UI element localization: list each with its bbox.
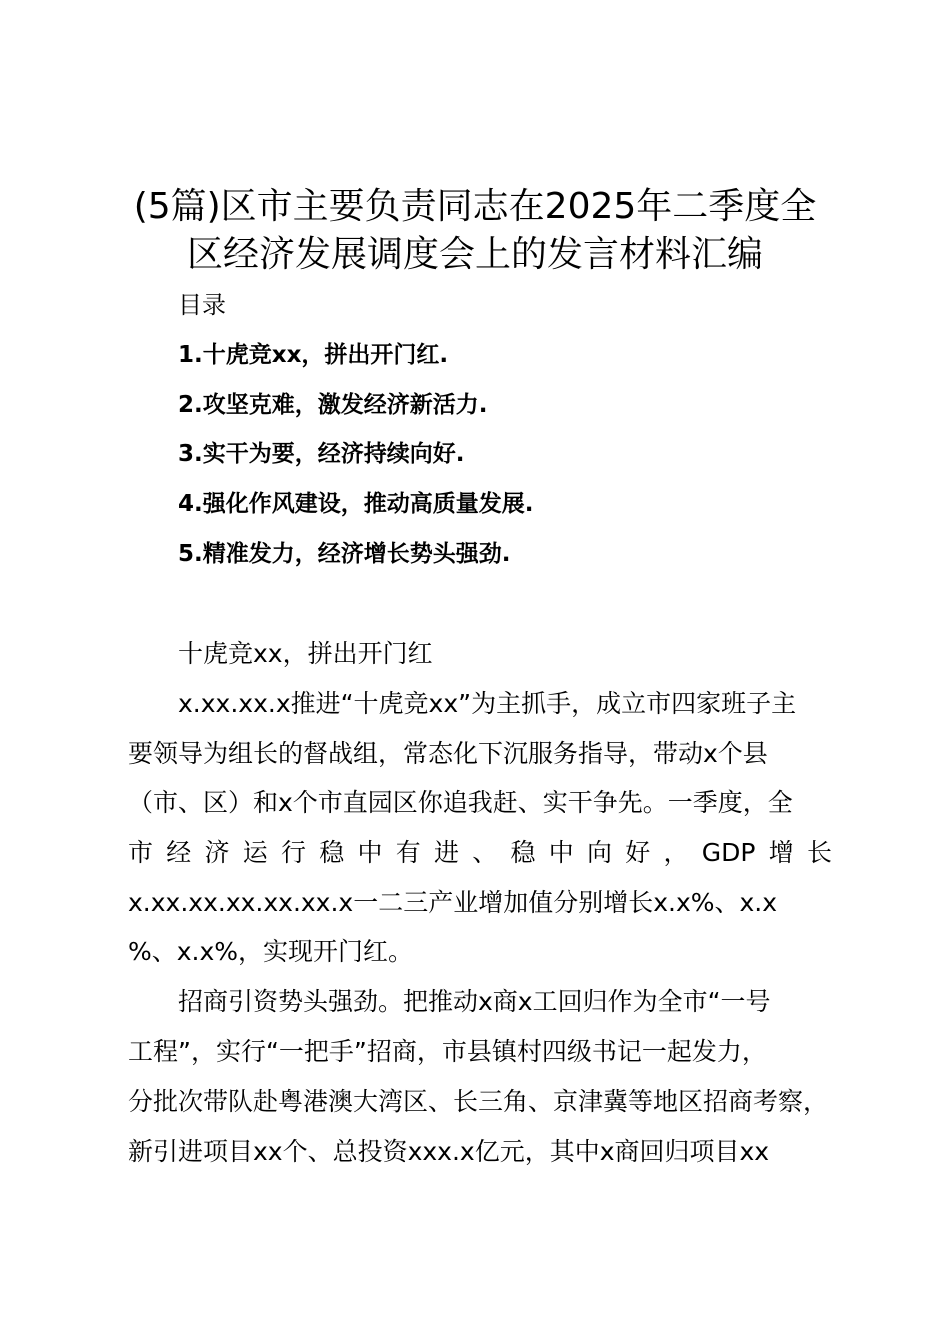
word: 行	[281, 838, 307, 867]
paragraph-2-line-1: 招商引资势头强劲。把推动x商x工回归作为全市“一号	[178, 987, 771, 1016]
paragraph-2-line-3: 分批次带队赴粤港澳大湾区、长三角、京津冀等地区招商考察，	[128, 1087, 829, 1116]
word: 进	[434, 838, 460, 867]
paragraph-1-line-6: %、x.x%，实现开门红。	[128, 937, 414, 966]
paragraph-1-line-5: x.xx.xx.xx.xx.xx.x一二三产业增加值分别增长x.x%、x.x	[128, 888, 778, 917]
word: ，	[663, 838, 689, 867]
word: GDP	[701, 838, 756, 867]
paragraph-2-line-4: 新引进项目xx个、总投资xxx.x亿元，其中x商回归项目xx	[128, 1137, 770, 1166]
toc-item-5[interactable]: 5.精准发力，经济增长势头强劲.	[178, 541, 511, 567]
toc-item-3[interactable]: 3.实干为要，经济持续向好.	[178, 441, 465, 467]
word: 有	[395, 838, 421, 867]
paragraph-2-line-2: 工程”，实行“一把手”招商，市县镇村四级书记一起发力，	[128, 1037, 767, 1066]
toc-item-2[interactable]: 2.攻坚克难，激发经济新活力.	[178, 392, 488, 418]
word: 中	[357, 838, 383, 867]
word: 稳	[319, 838, 345, 867]
word: 长	[806, 838, 832, 867]
document-title-line-2: 区经济发展调度会上的发言材料汇编	[186, 234, 763, 275]
word: 经	[166, 838, 192, 867]
word: 中	[548, 838, 574, 867]
paragraph-1-line-3: （市、区）和x个市直园区你追我赶、实干争先。一季度，全	[128, 788, 793, 817]
section-heading: 十虎竞xx，拼出开门红	[178, 639, 433, 668]
word: 济	[204, 838, 230, 867]
word: 增	[768, 838, 794, 867]
word: 向	[587, 838, 613, 867]
toc-item-1[interactable]: 1.十虎竞xx，拼出开门红.	[178, 342, 449, 368]
word: 市	[128, 838, 154, 867]
word: 稳	[510, 838, 536, 867]
toc-item-4[interactable]: 4.强化作风建设，推动高质量发展.	[178, 491, 534, 517]
word: 运	[242, 838, 268, 867]
document-title-line-1: (5篇)区市主要负责同志在2025年二季度全	[133, 186, 817, 227]
paragraph-1-line-2: 要领导为组长的督战组，常态化下沉服务指导，带动x个县	[128, 739, 768, 768]
word: 好	[625, 838, 651, 867]
paragraph-1-line-1: x.xx.xx.x推进“十虎竞xx”为主抓手，成立市四家班子主	[178, 689, 797, 718]
toc-heading: 目录	[178, 291, 226, 319]
paragraph-1-line-4	[128, 835, 832, 871]
word: 、	[472, 838, 498, 867]
